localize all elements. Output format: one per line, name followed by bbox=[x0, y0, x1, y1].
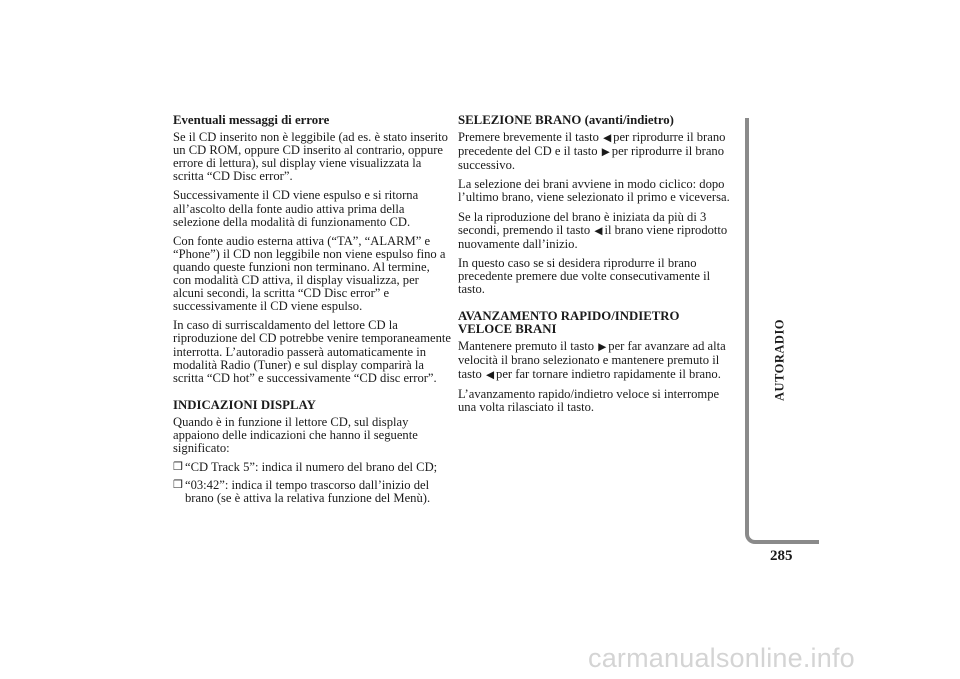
watermark: carmanualsonline.info bbox=[588, 643, 855, 673]
paragraph-fast-forward: Mantenere premuto il tasto ▶ per far avanzare ad alta velocità il brano selezionato e mantenere premuto il tasto ◀ per far tornare indietro rapidamente il brano. bbox=[458, 339, 726, 381]
paragraph-overheating: In caso di surriscaldamento del lettore CD la riproduzione del CD potrebbe venire temporaneamente interrotta. L’autoradio passerà automaticamente in modalità Radio (Tuner) e sul display comparirà la scritta “CD hot” e successivamente “CD disc error”. bbox=[173, 318, 452, 385]
chapter-tab-label: AUTORADIO bbox=[772, 318, 787, 402]
error-messages-heading: Eventuali messaggi di errore bbox=[173, 113, 330, 127]
paragraph-track-selection: Premere brevemente il tasto ◀ per riprodurre il brano precedente del CD e il tasto ▶ per riprodurre il brano successivo. bbox=[458, 130, 726, 173]
triangle-right-icon: ▶ bbox=[601, 147, 610, 159]
paragraph-cyclic-selection: La selezione dei brani avviene in modo ciclico: dopo l’ultimo brano, viene selezionato il primo e viceversa. bbox=[458, 177, 730, 205]
list-item bbox=[173, 479, 451, 505]
triangle-left-icon: ◀ bbox=[603, 133, 612, 145]
display-indications-list bbox=[173, 461, 451, 505]
paragraph-cd-ejected: Successivamente il CD viene espulso e si ritorna all’ascolto della fonte audio attiva prima della selezione della modalità di funzionamento CD. bbox=[173, 188, 419, 229]
paragraph-restart-track: Se la riproduzione del brano è iniziata da più di 3 secondi, premendo il tasto ◀ il brano viene riprodotto nuovamente dall’inizio. bbox=[458, 209, 728, 251]
display-indications-heading: INDICAZIONI DISPLAY bbox=[173, 397, 316, 412]
triangle-left-icon: ◀ bbox=[594, 225, 603, 237]
list-item bbox=[173, 461, 451, 474]
checkbox-bullet-icon: ❒ bbox=[173, 479, 183, 492]
triangle-left-icon: ◀ bbox=[485, 369, 495, 381]
paragraph-unreadable-cd: Se il CD inserito non è leggibile (ad es. è stato inserito un CD ROM, oppure CD inserito al contrario, oppure errore di lettura), sul display viene visualizzata la scritta “CD Disc error”. bbox=[173, 130, 448, 184]
fast-forward-heading: AVANZAMENTO RAPIDO/INDIETRO VELOCE BRANI bbox=[458, 309, 680, 337]
paragraph-display-intro: Quando è in funzione il lettore CD, sul display appaiono delle indicazioni che hanno il seguente significato: bbox=[173, 414, 418, 456]
paragraph-external-source: Con fonte audio esterna attiva (“TA”, “ALARM” e “Phone”) il CD non leggibile non viene espulso fino a quando queste funzioni non terminano. Al termine, con modalità CD attiva, il display visualizza, per alcuni secondi, la scritta “CD Disc error” e successivamente il CD viene espulso. bbox=[173, 233, 446, 314]
checkbox-bullet-icon: ❒ bbox=[173, 461, 183, 474]
left-column bbox=[173, 114, 451, 510]
triangle-right-icon: ▶ bbox=[598, 342, 607, 354]
page-number: 285 bbox=[770, 548, 793, 564]
paragraph-release-key: L’avanzamento rapido/indietro veloce si interrompe una volta rilasciato il tasto. bbox=[458, 386, 720, 414]
list-item-text: “03:42”: indica il tempo trascorso dall’inizio del brano (se è attiva la relativa funzione del Menù). bbox=[185, 478, 431, 506]
track-selection-heading: SELEZIONE BRANO (avanti/indietro) bbox=[458, 113, 674, 127]
list-item-text: “CD Track 5”: indica il numero del brano del CD; bbox=[185, 460, 438, 475]
paragraph-previous-track: In questo caso se si desidera riprodurre il brano precedente premere due volte consecutivamente il tasto. bbox=[458, 255, 711, 297]
right-column bbox=[458, 114, 736, 420]
